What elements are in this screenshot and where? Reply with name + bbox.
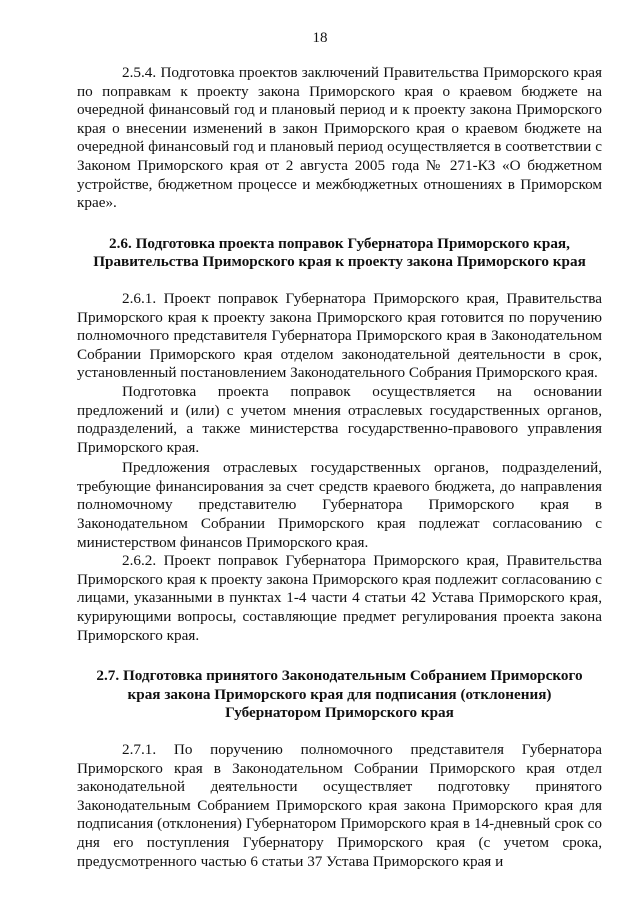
paragraph-2-6-1-proposals: Предложения отраслевых государственных органов, подразделений, требующие финансирования за счет средств краевого бюджета, до направления полномочному представителю Губернатора Приморского края в Законодательном Собрании Приморского края подлежат согласованию с министерством финансов Приморского края. — [77, 459, 602, 551]
paragraph-2-7-1: 2.7.1. По поручению полномочного представителя Губернатора Приморского края в Законодательном Собрании Приморского края отдел законодательной деятельности осуществляет подготовку принятого Законодательным Собранием Приморского края закона Приморского края для подписания (отклонения) Губернатором Приморского края в 14-дневный срок со дня его поступления Губернатору Приморского края (с учетом срока, предусмотренного частью 6 статьи 37 Устава Приморского края и — [77, 741, 602, 870]
heading-line: Губернатором Приморского края — [225, 704, 454, 722]
paragraph-2-6-1: 2.6.1. Проект поправок Губернатора Приморского края, Правительства Приморского края к проекту закона Приморского края готовится по поручению полномочного представителя Губернатора Приморского края в Законодательном Собрании Приморского края отделом законодательной деятельности в срок, установленный постановлением Законодательного Собрания Приморского края. — [77, 289, 602, 382]
spacer — [77, 272, 602, 290]
heading-line: Правительства Приморского края к проекту закона Приморского края — [93, 253, 586, 271]
spacer — [77, 723, 602, 741]
heading-line: края закона Приморского края для подписания (отклонения) — [127, 685, 552, 703]
paragraph-2-6-2: 2.6.2. Проект поправок Губернатора Приморского края, Правительства Приморского края к проекту закона Приморского края подлежит согласованию с лицами, указанными в пунктах 1-4 части 4 статьи 42 Устава Приморского края, курирующими вопросы, составляющие предмет регулирования проекта закона Приморского края. — [77, 552, 602, 644]
heading-line: 2.7. Подготовка принятого Законодательным Собранием Приморского — [96, 667, 583, 685]
document-body — [77, 64, 602, 871]
heading-line: 2.6. Подготовка проекта поправок Губернатора Приморского края, — [109, 234, 570, 252]
spacer — [77, 213, 602, 235]
paragraph-2-6-1-basis: Подготовка проекта поправок осуществляется на основании предложений и (или) с учетом мнения отраслевых государственных органов, подразделений, а также министерства государственно-правового управления Приморского края. — [77, 382, 602, 456]
spacer — [77, 645, 602, 667]
section-heading-2-7 — [77, 667, 602, 723]
section-heading-2-6 — [77, 235, 602, 272]
paragraph-2-5-4: 2.5.4. Подготовка проектов заключений Правительства Приморского края по поправкам к проекту закона Приморского края о краевом бюджете на очередной финансовый год и плановый период и к проекту закона Приморского края о внесении изменений в закон Приморского края о краевом бюджете на очередной финансовый год и плановый период осуществляется в соответствии с Законом Приморского края от 2 августа 2005 года № 271-КЗ «О бюджетном устройстве, бюджетном процессе и межбюджетных отношениях в Приморском крае». — [77, 64, 602, 212]
page-number: 18 — [312, 30, 328, 46]
